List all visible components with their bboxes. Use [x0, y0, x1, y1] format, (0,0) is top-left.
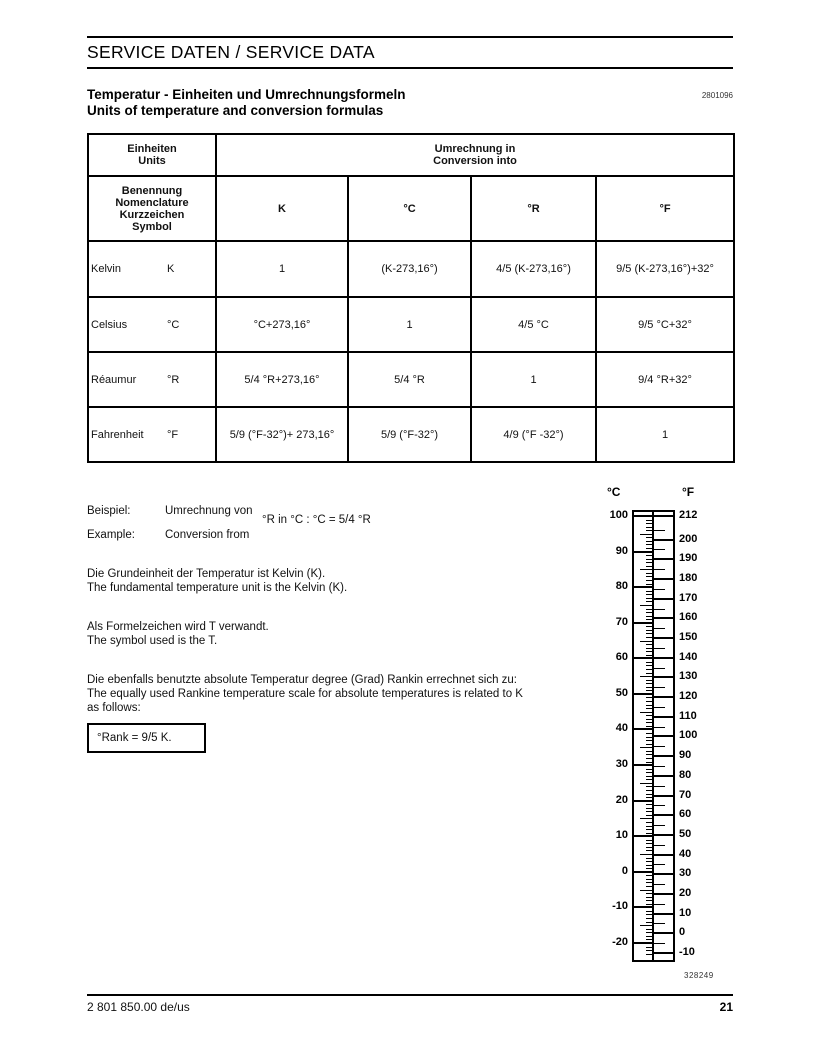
formula-cell: 9/5 (K-273,16°)+32°	[596, 241, 734, 297]
c-minor-tick	[646, 722, 653, 723]
unit-name: Réaumur	[91, 373, 137, 386]
c-tick-label: 60	[615, 651, 628, 664]
formula-cell: 1	[596, 407, 734, 462]
c-minor-tick	[646, 544, 653, 545]
c-minor-tick	[646, 929, 653, 930]
f-tick-label: 90	[679, 749, 692, 762]
c-minor-tick	[646, 523, 653, 524]
c-minor-tick	[646, 893, 653, 894]
document-number: 2801096	[701, 91, 733, 100]
f-tick-label: 60	[679, 808, 692, 821]
f-tick-label: 190	[679, 552, 698, 565]
c-minor-tick	[646, 879, 653, 880]
c-minor-tick	[646, 826, 653, 827]
c-major-tick	[632, 871, 653, 873]
c-minor-tick	[646, 705, 653, 706]
c-minor-tick	[646, 648, 653, 649]
c-minor-tick	[646, 687, 653, 688]
c-minor-tick	[646, 591, 653, 592]
c-major-tick	[632, 942, 653, 944]
f-mid-tick	[654, 549, 665, 550]
unit-name: Celsius	[91, 318, 128, 331]
example-label-de: Beispiel:	[87, 505, 131, 517]
f-major-tick	[653, 578, 675, 580]
formula-cell: 5/4 °R	[348, 352, 471, 407]
units-header-cell: Einheiten Units	[88, 134, 216, 176]
c-minor-tick	[640, 534, 653, 535]
c-minor-tick	[646, 936, 653, 937]
c-axis-label: °C	[607, 485, 621, 499]
c-minor-tick	[646, 665, 653, 666]
rank-formula-box: °Rank = 9/5 K.	[87, 723, 206, 753]
c-minor-tick	[646, 644, 653, 645]
c-minor-tick	[646, 786, 653, 787]
f-major-tick	[653, 657, 675, 659]
f-mid-tick	[654, 864, 665, 865]
f-mid-tick	[654, 766, 665, 767]
c-minor-tick	[646, 947, 653, 948]
paragraph-kelvin: Die Grundeinheit der Temperatur ist Kelvin (K). The fundamental temperature unit is the Kelvin (K).	[87, 568, 348, 594]
header-top-rule	[87, 36, 733, 38]
c-major-tick	[632, 622, 653, 624]
c-minor-tick	[646, 537, 653, 538]
c-minor-tick	[646, 822, 653, 823]
f-major-tick	[653, 617, 675, 619]
f-major-tick	[653, 952, 675, 954]
f-mid-tick	[654, 707, 665, 708]
f-mid-tick	[654, 805, 665, 806]
f-tick-label: 80	[679, 768, 692, 781]
f-tick-label: 170	[679, 591, 698, 604]
formula-cell: 5/9 (°F-32°)+ 273,16°	[216, 407, 348, 462]
c-minor-tick	[646, 772, 653, 773]
c-minor-tick	[646, 897, 653, 898]
c-minor-tick	[646, 584, 653, 585]
c-minor-tick	[646, 715, 653, 716]
c-minor-tick	[646, 833, 653, 834]
c-minor-tick	[646, 630, 653, 631]
c-minor-tick	[646, 861, 653, 862]
c-major-tick	[632, 693, 653, 695]
c-minor-tick	[646, 797, 653, 798]
f-mid-tick	[654, 943, 665, 944]
c-minor-tick	[640, 854, 653, 855]
header-bottom-rule	[87, 67, 733, 69]
c-minor-tick	[646, 918, 653, 919]
f-tick-label: 40	[679, 847, 692, 860]
footer-rule	[87, 994, 733, 996]
c-minor-tick	[646, 954, 653, 955]
f-mid-tick	[654, 589, 665, 590]
formula-cell: 1	[216, 241, 348, 297]
f-mid-tick	[654, 648, 665, 649]
c-tick-label: -10	[612, 900, 628, 913]
example-text-en: Conversion from	[165, 529, 250, 541]
f-tick-label: 200	[679, 532, 698, 545]
c-minor-tick	[640, 890, 653, 891]
f-tick-label: 30	[679, 867, 692, 880]
c-major-tick	[632, 551, 653, 553]
f-major-tick	[653, 735, 675, 737]
c-minor-tick	[646, 776, 653, 777]
f-major-tick	[653, 893, 675, 895]
c-minor-tick	[646, 808, 653, 809]
c-minor-tick	[646, 754, 653, 755]
f-tick-label: 150	[679, 631, 698, 644]
c-minor-tick	[646, 865, 653, 866]
c-major-tick	[632, 728, 653, 730]
f-tick-label: 212	[679, 509, 698, 521]
c-minor-tick	[646, 737, 653, 738]
f-tick-label: 100	[679, 729, 698, 742]
c-minor-tick	[646, 562, 653, 563]
col-header-c: °C	[348, 176, 471, 241]
col-header-k: K	[216, 176, 348, 241]
col-header-f: °F	[596, 176, 734, 241]
f-mid-tick	[654, 825, 665, 826]
c-minor-tick	[646, 566, 653, 567]
f-mid-tick	[654, 904, 665, 905]
formula-cell: 4/9 (°F -32°)	[471, 407, 596, 462]
f-major-tick	[653, 854, 675, 856]
c-minor-tick	[640, 605, 653, 606]
c-minor-tick	[646, 616, 653, 617]
c-minor-tick	[646, 708, 653, 709]
c-major-tick	[632, 906, 653, 908]
c-minor-tick	[646, 669, 653, 670]
c-minor-tick	[646, 626, 653, 627]
c-minor-tick	[646, 719, 653, 720]
formula-cell: 1	[471, 352, 596, 407]
formula-cell: 5/4 °R+273,16°	[216, 352, 348, 407]
paragraph-rankine: Die ebenfalls benutzte absolute Temperatur degree (Grad) Rankin errechnet sich zu: The equally used Rankine temperature scale for absolute temperatures is related to K as follows:	[87, 674, 523, 714]
c-minor-tick	[646, 900, 653, 901]
unit-symbol: °C	[167, 318, 180, 331]
f-major-tick	[653, 696, 675, 698]
c-minor-tick	[646, 573, 653, 574]
c-minor-tick	[646, 950, 653, 951]
figure-number: 328249	[684, 971, 714, 980]
c-minor-tick	[646, 932, 653, 933]
c-minor-tick	[646, 601, 653, 602]
c-tick-label: 20	[615, 793, 628, 806]
formula-cell: °C+273,16°	[216, 297, 348, 352]
formula-cell: 9/4 °R+32°	[596, 352, 734, 407]
unit-symbol: K	[167, 263, 175, 275]
example-text-de: Umrechnung von	[165, 505, 253, 517]
c-minor-tick	[646, 794, 653, 795]
c-tick-label: 70	[615, 615, 628, 628]
f-major-tick	[653, 755, 675, 757]
c-minor-tick	[646, 594, 653, 595]
f-major-tick	[653, 598, 675, 600]
c-minor-tick	[646, 609, 653, 610]
f-tick-label: 140	[679, 650, 698, 663]
formula-cell: 4/5 (K-273,16°)	[471, 241, 596, 297]
c-minor-tick	[646, 858, 653, 859]
example-formula: °R in °C : °C = 5/4 °R	[262, 514, 371, 526]
c-major-tick	[632, 657, 653, 659]
c-minor-tick	[646, 815, 653, 816]
footer-page-number: 21	[719, 1000, 733, 1014]
unit-symbol: °R	[167, 373, 180, 386]
unit-name: Fahrenheit	[91, 428, 144, 441]
c-minor-tick	[646, 637, 653, 638]
c-tick-label: -20	[612, 935, 628, 948]
f-mid-tick	[654, 530, 665, 531]
nomenclature-header-cell: Benennung Nomenclature Kurzzeichen Symbol	[88, 176, 216, 241]
footer-document-code: 2 801 850.00 de/us	[87, 1000, 190, 1014]
f-major-tick	[653, 795, 675, 797]
c-tick-label: 90	[615, 544, 628, 557]
formula-cell: 9/5 °C+32°	[596, 297, 734, 352]
c-minor-tick	[646, 726, 653, 727]
c-minor-tick	[646, 840, 653, 841]
f-mid-tick	[654, 609, 665, 610]
c-minor-tick	[646, 598, 653, 599]
c-tick-label: 30	[615, 758, 628, 771]
f-mid-tick	[654, 746, 665, 747]
c-minor-tick	[646, 701, 653, 702]
c-minor-tick	[640, 569, 653, 570]
f-mid-tick	[654, 923, 665, 924]
f-tick-label: 20	[679, 886, 692, 899]
c-minor-tick	[646, 673, 653, 674]
paragraph-symbol: Als Formelzeichen wird T verwandt. The symbol used is the T.	[87, 621, 269, 647]
c-minor-tick	[646, 662, 653, 663]
unit-symbol: °F	[167, 428, 179, 441]
table-row-reaumur	[88, 352, 734, 407]
f-major-tick	[653, 814, 675, 816]
formula-cell: 1	[348, 297, 471, 352]
f-major-tick	[653, 913, 675, 915]
c-minor-tick	[646, 762, 653, 763]
page-title-en: Units of temperature and conversion formulas	[87, 103, 384, 118]
c-minor-tick	[646, 733, 653, 734]
c-minor-tick	[646, 769, 653, 770]
c-minor-tick	[646, 904, 653, 905]
c-minor-tick	[646, 655, 653, 656]
service-data-heading: SERVICE DATEN / SERVICE DATA	[87, 42, 375, 62]
c-minor-tick	[646, 612, 653, 613]
c-minor-tick	[646, 576, 653, 577]
f-mid-tick	[654, 569, 665, 570]
c-minor-tick	[646, 559, 653, 560]
c-minor-tick	[646, 751, 653, 752]
c-minor-tick	[640, 818, 653, 819]
f-mid-tick	[654, 687, 665, 688]
f-major-tick	[653, 637, 675, 639]
c-minor-tick	[640, 925, 653, 926]
c-major-tick	[632, 586, 653, 588]
c-minor-tick	[646, 520, 653, 521]
c-minor-tick	[646, 633, 653, 634]
f-tick-label: 50	[679, 827, 692, 840]
c-major-tick	[632, 515, 653, 517]
c-minor-tick	[646, 804, 653, 805]
f-major-tick	[653, 515, 675, 517]
f-tick-label: 130	[679, 670, 698, 683]
c-minor-tick	[646, 651, 653, 652]
c-minor-tick	[646, 882, 653, 883]
f-major-tick	[653, 834, 675, 836]
c-tick-label: 50	[615, 686, 628, 699]
c-minor-tick	[640, 641, 653, 642]
c-minor-tick	[646, 690, 653, 691]
f-major-tick	[653, 539, 675, 541]
col-header-r: °R	[471, 176, 596, 241]
f-tick-label: 70	[679, 788, 692, 801]
c-minor-tick	[646, 619, 653, 620]
table-row-kelvin	[88, 241, 734, 297]
f-mid-tick	[654, 845, 665, 846]
f-tick-label: 180	[679, 571, 698, 584]
example-label-en: Example:	[87, 529, 135, 541]
c-minor-tick	[646, 939, 653, 940]
f-mid-tick	[654, 884, 665, 885]
c-minor-tick	[646, 847, 653, 848]
formula-cell: (K-273,16°)	[348, 241, 471, 297]
c-minor-tick	[646, 740, 653, 741]
c-minor-tick	[646, 697, 653, 698]
f-major-tick	[653, 558, 675, 560]
f-tick-label: 0	[679, 926, 686, 939]
c-tick-label: 80	[615, 580, 628, 593]
c-minor-tick	[640, 712, 653, 713]
f-tick-label: 120	[679, 690, 698, 703]
f-mid-tick	[654, 786, 665, 787]
c-minor-tick	[646, 868, 653, 869]
c-minor-tick	[646, 683, 653, 684]
c-minor-tick	[646, 779, 653, 780]
c-minor-tick	[640, 783, 653, 784]
table-row-celsius	[88, 297, 734, 352]
c-minor-tick	[640, 747, 653, 748]
c-major-tick	[632, 835, 653, 837]
c-minor-tick	[646, 850, 653, 851]
f-mid-tick	[654, 628, 665, 629]
f-tick-label: 10	[679, 906, 692, 919]
c-minor-tick	[646, 875, 653, 876]
f-tick-label: 160	[679, 611, 698, 624]
f-mid-tick	[654, 668, 665, 669]
f-major-tick	[653, 932, 675, 934]
c-minor-tick	[646, 680, 653, 681]
unit-name: Kelvin	[91, 263, 121, 275]
table-row-fahrenheit	[88, 407, 734, 462]
c-minor-tick	[646, 548, 653, 549]
c-minor-tick	[646, 580, 653, 581]
c-minor-tick	[646, 811, 653, 812]
f-major-tick	[653, 716, 675, 718]
c-minor-tick	[646, 911, 653, 912]
c-minor-tick	[646, 541, 653, 542]
conversion-table	[87, 133, 735, 463]
page-title-de: Temperatur - Einheiten und Umrechnungsformeln	[87, 87, 406, 102]
c-minor-tick	[646, 922, 653, 923]
formula-cell: 5/9 (°F-32°)	[348, 407, 471, 462]
c-tick-label: 10	[615, 829, 628, 842]
c-minor-tick	[646, 843, 653, 844]
c-minor-tick	[646, 555, 653, 556]
c-minor-tick	[646, 914, 653, 915]
c-major-tick	[632, 764, 653, 766]
c-minor-tick	[646, 829, 653, 830]
c-minor-tick	[646, 758, 653, 759]
c-tick-label: 100	[609, 509, 628, 521]
c-major-tick	[632, 800, 653, 802]
f-tick-label: -10	[679, 946, 695, 958]
f-major-tick	[653, 676, 675, 678]
c-minor-tick	[640, 676, 653, 677]
c-minor-tick	[646, 886, 653, 887]
c-tick-label: 40	[615, 722, 628, 735]
f-tick-label: 110	[679, 709, 697, 722]
conversion-header-cell: Umrechnung in Conversion into	[216, 134, 734, 176]
c-minor-tick	[646, 530, 653, 531]
c-minor-tick	[646, 527, 653, 528]
f-major-tick	[653, 775, 675, 777]
formula-cell: 4/5 °C	[471, 297, 596, 352]
c-minor-tick	[646, 790, 653, 791]
c-minor-tick	[646, 744, 653, 745]
f-mid-tick	[654, 727, 665, 728]
f-major-tick	[653, 873, 675, 875]
c-tick-label: 0	[621, 864, 628, 877]
f-axis-label: °F	[682, 485, 695, 499]
